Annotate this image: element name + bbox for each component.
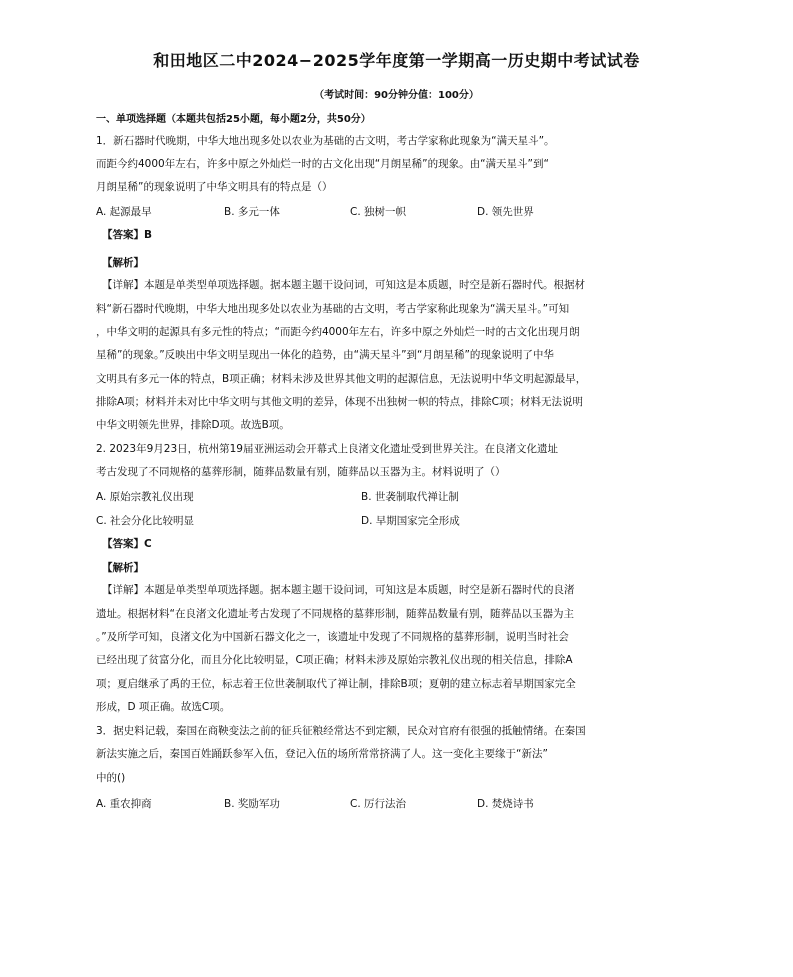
q1-detail-line: 星稀”的现象。”反映出中华文明呈现出一体化的趋势，由“满天星斗”到“月朗星稀”的现象说明了中华 (96, 349, 554, 361)
q2-analysis-label: 【解析】 (102, 562, 144, 574)
q3-stem-line: 新法实施之后，秦国百姓踊跃参军入伍，登记入伍的场所常常挤满了人。这一变化主要缘于“新法” (96, 748, 548, 760)
q1-option-b: B. 多元一体 (224, 206, 280, 218)
q1-stem-line: 1．新石器时代晚期，中华大地出现多处以农业为基础的古文明，考古学家称此现象为“满天星斗”。 (96, 135, 555, 147)
q2-detail-line: 已经出现了贫富分化，而且分化比较明显，C项正确；材料未涉及原始宗教礼仪出现的相关信息，排除A (96, 654, 573, 666)
q3-option-d: D. 焚烧诗书 (477, 798, 534, 810)
q1-option-c: C. 独树一帜 (350, 206, 407, 218)
q2-stem-line: 考古发现了不同规格的墓葬形制，随葬品数量有别，随葬品以玉器为主。材料说明了（） (96, 466, 506, 478)
q1-detail-line: 【详解】本题是单类型单项选择题。据本题主题干设问词，可知这是本质题，时空是新石器时代。根据材 (102, 279, 585, 291)
q2-detail-line: 遗址。根据材料“在良渚文化遗址考古发现了不同规格的墓葬形制，随葬品数量有别，随葬品以玉器为主 (96, 608, 574, 620)
exam-title: 和田地区二中2024−2025学年度第一学期高一历史期中考试试卷 (153, 51, 640, 70)
section-heading: 一、单项选择题（本题共包括25小题，每小题2分，共50分） (96, 114, 371, 125)
q1-detail-line: 文明具有多元一体的特点，B项正确；材料未涉及世界其他文明的起源信息，无法说明中华文明起源最早， (96, 373, 587, 385)
q2-answer: 【答案】C (102, 538, 152, 550)
q1-analysis-label: 【解析】 (102, 257, 144, 269)
q2-detail-line: 。”及所学可知，良渚文化为中国新石器文化之一，该遗址中发现了不同规格的墓葬形制，说明当时社会 (96, 631, 569, 643)
q3-stem-line: 3．据史料记载，秦国在商鞅变法之前的征兵征粮经常达不到定额，民众对官府有很强的抵触情绪。在秦国 (96, 725, 586, 737)
q2-detail-line: 项；夏启继承了禹的王位，标志着王位世袭制取代了禅让制，排除B项；夏朝的建立标志着早期国家完全 (96, 678, 576, 690)
q1-option-d: D. 领先世界 (477, 206, 534, 218)
q2-detail-line: 【详解】本题是单类型单项选择题。据本题主题干设问词，可知这是本质题，时空是新石器时代的良渚 (102, 584, 575, 596)
q2-option-b: B. 世袭制取代禅让制 (361, 491, 459, 503)
q1-option-a: A. 起源最早 (96, 206, 152, 218)
q2-detail-line: 形成，D 项正确。故选C项。 (96, 701, 231, 713)
exam-subtitle: （考试时间：90分钟分值：100分） (314, 90, 479, 101)
q2-option-c: C. 社会分化比较明显 (96, 515, 195, 527)
q1-detail-line: ，中华文明的起源具有多元性的特点；“而距今约4000年左右，许多中原之外灿烂一时的古文化出现月朗 (96, 326, 580, 338)
q1-detail-line: 中华文明领先世界，排除D项。故选B项。 (96, 419, 290, 431)
q1-stem-line: 月朗星稀”的现象说明了中华文明具有的特点是（） (96, 181, 333, 193)
q2-option-d: D. 早期国家完全形成 (361, 515, 460, 527)
q1-detail-line: 料“新石器时代晚期，中华大地出现多处以农业为基础的古文明，考古学家称此现象为“满天星斗。”可知 (96, 303, 570, 315)
q3-option-a: A. 重农抑商 (96, 798, 152, 810)
q3-stem-line: 中的() (96, 772, 126, 784)
q1-answer: 【答案】B (102, 229, 153, 241)
q3-option-c: C. 厉行法治 (350, 798, 407, 810)
q3-option-b: B. 奖励军功 (224, 798, 280, 810)
q1-stem-line: 而距今约4000年左右，许多中原之外灿烂一时的古文化出现“月朗星稀”的现象。由“满天星斗”到“ (96, 158, 549, 170)
q2-stem-line: 2. 2023年9月23日，杭州第19届亚洲运动会开幕式上良渚文化遗址受到世界关注。在良渚文化遗址 (96, 443, 558, 455)
q2-option-a: A. 原始宗教礼仪出现 (96, 491, 194, 503)
q1-detail-line: 排除A项；材料并未对比中华文明与其他文明的差异，体现不出独树一帜的特点，排除C项；材料无法说明 (96, 396, 584, 408)
